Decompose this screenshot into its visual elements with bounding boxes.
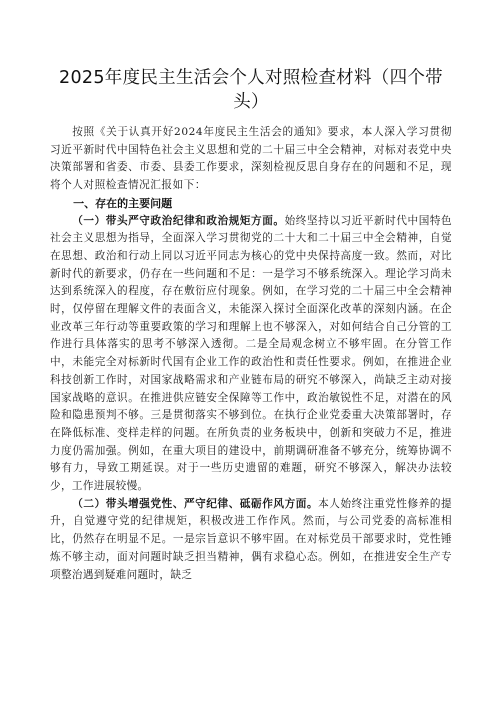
document-title: 2025年度民主生活会个人对照检查材料（四个带头） bbox=[59, 68, 443, 112]
point2-paragraph bbox=[50, 496, 452, 585]
point1-body: 始终坚持以习近平新时代中国特色社会主义思想为指导，全面深入学习贯彻党的二十大和二十届三中全会精神，自觉在思想、政治和行动上同以习近平同志为核心的党中央保持高度一致。然而，对比新时代的新要求，仍存在一些问题和不足：一是学习不够系统深入。理论学习尚未达到系统深入的程度，存在敷衍应付现象。例如，在学习党的二十届三中全会精神时，仅停留在理解文件的表面含义，未能深入探讨全面深化改革的深刻内涵。在企业改革三年行动等重要政策的学习和理解上也不够深入，对如何结合自己分管的工作进行具体落实的思考不够深入透彻。二是全局观念树立不够牢固。在分管工作中，未能完全对标新时代国有企业工作的政治性和责任性要求。例如，在推进企业科技创新工作时，对国家战略需求和产业链布局的研究不够深入，尚缺乏主动对接国家战略的意识。在推进供应链安全保障等工作中，政治敏锐性不足，对潜在的风险和隐患预判不够。三是贯彻落实不够到位。在执行企业党委重大决策部署时，存在降低标准、变样走样的问题。在所负责的业务板块中，创新和突破力不足，推进力度仍需加强。例如，在重大项目的建设中，前期调研准备不够充分，统筹协调不够有力，导致工期延误。对于一些历史遗留的难题，研究不够深入，解决办法较少，工作进展较慢。 bbox=[50, 214, 452, 493]
section-heading: 一、存在的主要问题 bbox=[73, 196, 173, 210]
point1-paragraph bbox=[50, 213, 452, 496]
point2-heading: （二）带头增强党性、严守纪律、砥砺作风方面。 bbox=[72, 497, 319, 510]
point1-heading: （一）带头严守政治纪律和政治规矩方面。 bbox=[72, 214, 285, 227]
point2-body: 本人始终注重党性修养的提升，自觉遵守党的纪律规矩，积极改进工作作风。然而，与公司党委的高标准相比，仍然存在明显不足。一是宗旨意识不够牢固。在对标党员干部要求时，党性锤炼不够主动，面对问题时缺乏担当精神，偶有求稳心态。例如，在推进安全生产专项整治遇到疑难问题时，缺乏 bbox=[50, 497, 453, 581]
intro-paragraph: 按照《关于认真开好2024年度民主生活会的通知》要求，本人深入学习贯彻习近平新时代中国特色社会主义思想和党的二十届三中全会精神，对标对表党中央决策部署和省委、市委、县委工作要求，深刻检视反思自身存在的问题和不足，现将个人对照检查情况汇报如下： bbox=[50, 126, 452, 192]
